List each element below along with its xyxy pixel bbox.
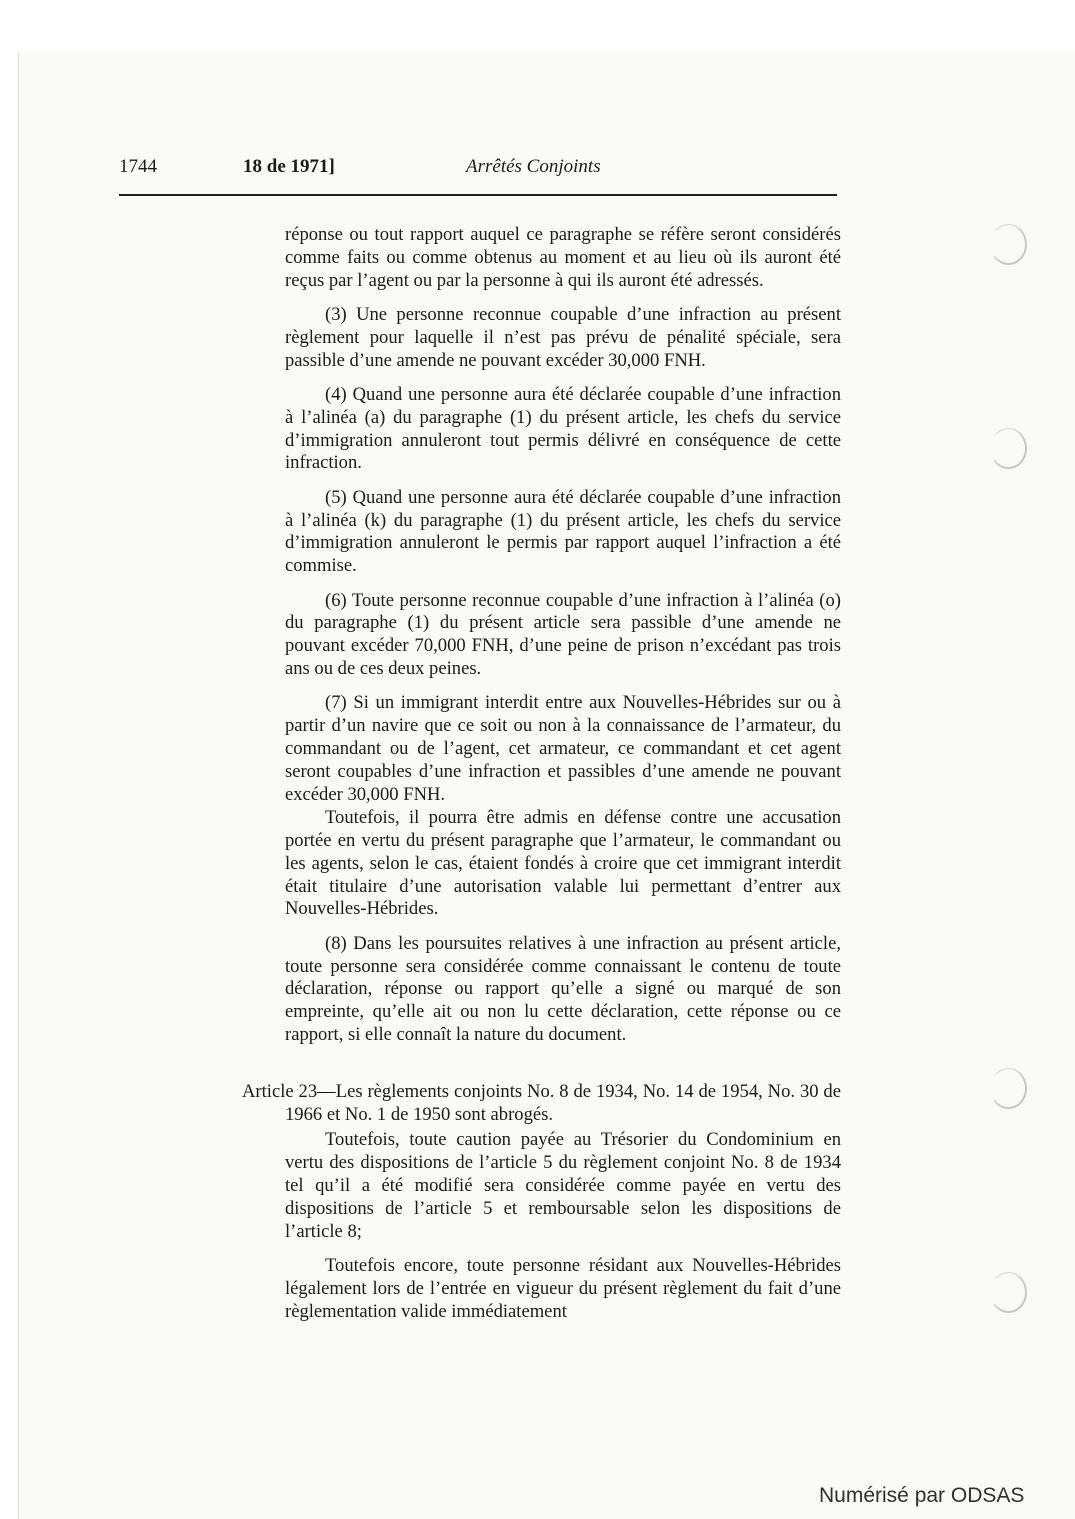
article-23-proviso-2: Toutefois encore, toute personne résidant aux Nouvelles-Hébrides légalement lors de l’entrée en vigueur du présent règlement du fait d’une règlementation valide immédiatement (285, 1255, 841, 1322)
article-23-proviso-1: Toutefois, toute caution payée au Trésorier du Condominium en vertu des dispositions de l’article 5 du règlement conjoint No. 8 de 1934 tel qu’il a été modifié sera considérée comme payée en vertu des dispositions de l’article 5 et remboursable selon les dispositions de l’article 8; (285, 1129, 841, 1242)
punch-hole-2 (990, 428, 1027, 469)
running-title: Arrêtés Conjoints (466, 156, 601, 177)
paragraph-8: (8) Dans les poursuites relatives à une infraction au présent article, toute personne sera considérée comme connaissant le contenu de toute déclaration, réponse ou rapport qu’elle a signé ou marqué de son empreinte, qu’elle ait ou non lu cette déclaration, cette réponse ou ce rapport, si elle connaît la nature du document. (285, 932, 841, 1046)
paragraph-3: (3) Une personne reconnue coupable d’une infraction au présent règlement pour laquelle il n’est pas prévu de pénalité spéciale, sera passible d’une amende ne pouvant excéder 30,000 FNH. (285, 303, 841, 371)
paragraph-4: (4) Quand une personne aura été déclarée coupable d’une infraction à l’alinéa (a) du paragraphe (1) du présent article, les chefs du service d’immigration annuleront tout permis délivré en conséquence de cette infraction. (285, 383, 841, 474)
document-reference: 18 de 1971] (243, 156, 335, 177)
punch-hole-1 (990, 224, 1027, 265)
page-header (119, 156, 837, 182)
punch-hole-3 (990, 1068, 1027, 1109)
digitization-watermark: Numérisé par ODSAS (819, 1484, 1025, 1507)
document-body (242, 224, 841, 1335)
page-number: 1744 (119, 156, 157, 177)
article-23: Article 23—Les règlements conjoints No. 8 de 1934, No. 14 de 1954, No. 30 de 1966 et No. 1 de 1950 sont abrogés. (242, 1080, 841, 1125)
paragraph-7-proviso: Toutefois, il pourra être admis en défense contre une accusation portée en vertu du présent paragraphe que l’armateur, le commandant ou les agents, selon le cas, étaient fondés à croire que cet immigrant interdit était titulaire d’une autorisation valable lui permettant d’entrer aux Nouvelles-Hébrides. (285, 807, 841, 920)
punch-hole-4 (990, 1272, 1027, 1313)
paragraph-7: (7) Si un immigrant interdit entre aux Nouvelles-Hébrides sur ou à partir d’un navire que ce soit ou non à la connaissance de l’armateur, du commandant ou de l’agent, cet armateur, ce commandant et cet agent seront coupables d’une infraction et passibles d’une amende ne pouvant excéder 30,000 FNH. (285, 692, 841, 805)
header-rule (119, 194, 837, 196)
paragraph-continuation: réponse ou tout rapport auquel ce paragraphe se réfère seront considérés comme faits ou comme obtenus au moment et au lieu où ils auront été reçus par l’agent ou par la personne à qui ils auront été adressés. (285, 224, 841, 291)
paragraph-5: (5) Quand une personne aura été déclarée coupable d’une infraction à l’alinéa (k) du paragraphe (1) du présent article, les chefs du service d’immigration annuleront le permis par rapport auquel l’infraction a été commise. (285, 486, 841, 577)
paragraph-6: (6) Toute personne reconnue coupable d’une infraction à l’alinéa (o) du paragraphe (1) du présent article sera passible d’une amende ne pouvant excéder 70,000 FNH, d’une peine de prison n’excédant pas trois ans ou de ces deux peines. (285, 589, 841, 679)
